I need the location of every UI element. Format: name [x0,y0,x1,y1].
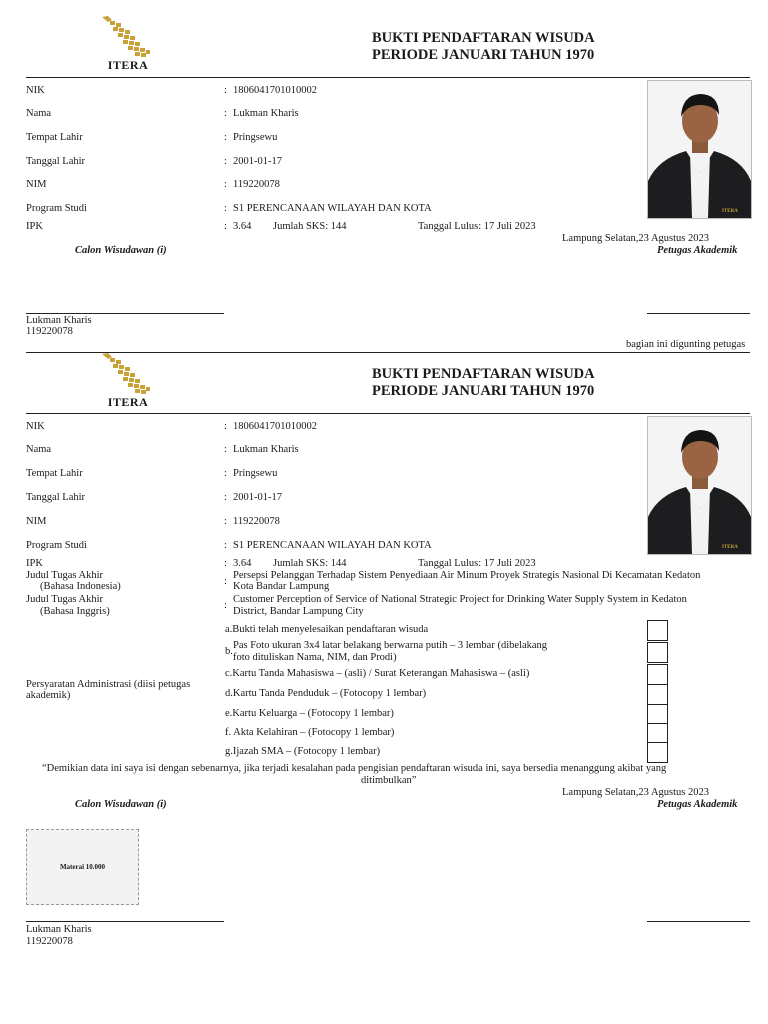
colon: : [224,179,227,190]
ipk-value: 3.64 [233,558,252,569]
tempat-lahir-label: Tempat Lahir [26,132,83,143]
student-photo [647,80,752,219]
page-title-line2: PERIODE JANUARI TAHUN 1970 [372,383,595,399]
judul-indonesia-label: Judul Tugas Akhir [26,570,104,581]
ipk-value: 3.64 [233,221,252,232]
petugas-akademik-label: Petugas Akademik [657,799,738,810]
colon: : [224,516,227,527]
checkbox-requirement-c[interactable] [647,664,668,685]
itera-logo [98,351,158,413]
colon: : [224,540,227,551]
program-studi-value: S1 PERENCANAAN WILAYAH DAN KOTA [233,540,432,551]
place-date: Lampung Selatan,23 Agustus 2023 [562,787,709,798]
student-photo [647,416,752,555]
logo-text: ITERA [107,395,149,409]
tempat-lahir-value: Pringsewu [233,468,278,479]
header-divider [26,413,750,414]
itera-logo [98,14,158,76]
signature-line-student [26,921,224,922]
photo-badge: ITERA [722,545,738,550]
colon: : [224,85,227,96]
photo-badge: ITERA [722,209,738,214]
colon: : [224,132,227,143]
program-studi-value: S1 PERENCANAAN WILAYAH DAN KOTA [233,203,432,214]
cut-note: bagian ini digunting petugas [626,339,746,350]
petugas-akademik-label: Petugas Akademik [657,245,738,256]
signature-line-petugas [647,313,750,314]
requirement-g: g.Ijazah SMA – (Fotocopy 1 lembar) [225,746,381,757]
tanggal-lahir-label: Tanggal Lahir [26,492,86,503]
checkbox-requirement-g[interactable] [647,742,668,763]
colon: : [224,492,227,503]
nik-label: NIK [26,421,45,432]
nik-value: 1806041701010002 [233,421,317,432]
nik-label: NIK [26,85,45,96]
colon: : [224,558,227,569]
nim-label: NIM [26,179,47,190]
signature-nim: 119220078 [26,326,73,337]
judul-indonesia-sublabel: (Bahasa Indonesia) [40,581,121,592]
program-studi-label: Program Studi [26,203,87,214]
calon-wisudawan-label: Calon Wisudawan (i) [75,245,167,256]
persyaratan-sublabel: akademik) [26,690,71,701]
judul-indonesia-value-line1: Persepsi Pelanggan Terhadap Sistem Penyediaan Air Minum Proyek Strategis Nasional Di Kecamatan Kedaton [233,570,701,581]
nama-label: Nama [26,444,52,455]
tempat-lahir-label: Tempat Lahir [26,468,83,479]
tanggal-lulus: Tanggal Lulus: 17 Juli 2023 [418,221,536,232]
colon: : [224,203,227,214]
signature-name: Lukman Kharis [26,315,92,326]
logo-text: ITERA [107,58,149,72]
judul-inggris-value-line1: Customer Perception of Service of National Strategic Project for Drinking Water Supply System in Kedaton [233,594,687,605]
tanggal-lahir-value: 2001-01-17 [233,156,282,167]
materai-stamp-box: Materai 10.000 [26,829,139,905]
page-title-line1: BUKTI PENDAFTARAN WISUDA [372,30,595,46]
colon: : [224,108,227,119]
tempat-lahir-value: Pringsewu [233,132,278,143]
statement-line2: ditimbulkan” [361,775,417,786]
calon-wisudawan-label: Calon Wisudawan (i) [75,799,167,810]
nim-value: 119220078 [233,516,280,527]
colon: : [224,221,227,232]
colon: : [224,444,227,455]
judul-inggris-label: Judul Tugas Akhir [26,594,104,605]
checkbox-requirement-e[interactable] [647,704,668,725]
colon: : [224,600,227,611]
requirement-b-prefix: b. [225,646,233,657]
requirement-e: e.Kartu Keluarga – (Fotocopy 1 lembar) [225,708,394,719]
persyaratan-label: Persyaratan Administrasi (diisi petugas [26,679,191,690]
checkbox-requirement-f[interactable] [647,723,668,744]
nama-value: Lukman Kharis [233,444,299,455]
statement-line1: “Demikian data ini saya isi dengan sebenarnya, jika terjadi kesalahan pada pengisian pendaftaran wisuda ini, saya bersedia menanggung akibat yang [42,763,667,774]
page-title-line1: BUKTI PENDAFTARAN WISUDA [372,366,595,382]
requirement-a: a.Bukti telah menyelesaikan pendaftaran wisuda [225,624,429,635]
checkbox-requirement-a[interactable] [647,620,668,641]
tanggal-lulus: Tanggal Lulus: 17 Juli 2023 [418,558,536,569]
requirement-b-line1: Pas Foto ukuran 3x4 latar belakang berwarna putih – 3 lembar (dibelakang [233,640,548,651]
requirement-d: d.Kartu Tanda Penduduk – (Fotocopy 1 lembar) [225,688,427,699]
tanggal-lahir-value: 2001-01-17 [233,492,282,503]
ipk-label: IPK [26,558,43,569]
signature-line-petugas [647,921,750,922]
page-title-line2: PERIODE JANUARI TAHUN 1970 [372,47,595,63]
nik-value: 1806041701010002 [233,85,317,96]
colon: : [224,156,227,167]
jumlah-sks: Jumlah SKS: 144 [273,221,347,232]
ipk-label: IPK [26,221,43,232]
jumlah-sks: Jumlah SKS: 144 [273,558,347,569]
tanggal-lahir-label: Tanggal Lahir [26,156,86,167]
requirement-b-line2: foto dituliskan Nama, NIM, dan Prodi) [233,652,397,663]
signature-name: Lukman Kharis [26,924,92,935]
checkbox-requirement-d[interactable] [647,684,668,705]
colon: : [224,421,227,432]
judul-indonesia-value-line2: Kota Bandar Lampung [233,581,330,592]
signature-line-student [26,313,224,314]
colon: : [224,468,227,479]
header-divider [26,77,750,78]
nim-label: NIM [26,516,47,527]
nama-label: Nama [26,108,52,119]
judul-inggris-sublabel: (Bahasa Inggris) [40,606,110,617]
checkbox-requirement-b[interactable] [647,642,668,663]
nim-value: 119220078 [233,179,280,190]
place-date: Lampung Selatan,23 Agustus 2023 [562,233,709,244]
nama-value: Lukman Kharis [233,108,299,119]
requirement-c: c.Kartu Tanda Mahasiswa – (asli) / Surat Keterangan Mahasiswa – (asli) [225,668,530,679]
colon: : [224,576,227,587]
requirement-f: f. Akta Kelahiran – (Fotocopy 1 lembar) [225,727,395,738]
signature-nim: 119220078 [26,936,73,947]
program-studi-label: Program Studi [26,540,87,551]
judul-inggris-value-line2: District, Bandar Lampung City [233,606,364,617]
